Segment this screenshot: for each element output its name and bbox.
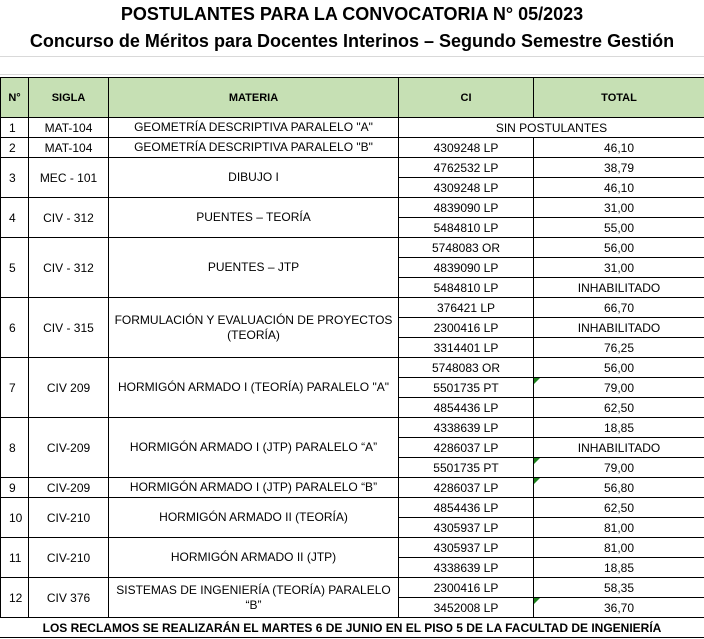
row-materia: PUENTES – TEORÍA: [109, 198, 399, 238]
row-ci: 5748083 OR: [399, 358, 534, 378]
sheet-gridline: [0, 74, 704, 75]
bottom-border: [0, 637, 704, 638]
row-ci: 2300416 LP: [399, 578, 534, 598]
row-ci: 5484810 LP: [399, 218, 534, 238]
row-total: 81,00: [534, 518, 704, 538]
row-no-applicants: SIN POSTULANTES: [399, 118, 704, 138]
sheet-gridline: [0, 56, 704, 57]
row-sigla: MEC - 101: [29, 158, 109, 198]
row-ci: 5748083 OR: [399, 238, 534, 258]
row-sigla: CIV 376: [29, 578, 109, 618]
row-total: 31,00: [534, 198, 704, 218]
row-sigla: CIV-210: [29, 538, 109, 578]
row-sigla: CIV 209: [29, 358, 109, 418]
header-row: [1, 78, 704, 118]
row-ci: 4309248 LP: [399, 138, 534, 158]
row-number: 3: [1, 158, 29, 198]
row-total-value: 79,00: [603, 380, 635, 395]
row-sigla: CIV-210: [29, 498, 109, 538]
row-number: 11: [1, 538, 29, 578]
cell-flag-icon: [534, 458, 540, 464]
row-materia: HORMIGÓN ARMADO II (TEORÍA): [109, 498, 399, 538]
row-total: 66,70: [534, 298, 704, 318]
row-total-value: 36,70: [603, 600, 635, 615]
row-materia: GEOMETRÍA DESCRIPTIVA PARALELO "A": [109, 118, 399, 138]
row-sigla: MAT-104: [29, 118, 109, 138]
header-number: N°: [1, 78, 29, 118]
row-total: [534, 378, 704, 398]
table-body: [1, 118, 704, 618]
row-ci: 4839090 LP: [399, 258, 534, 278]
row-ci: 4839090 LP: [399, 198, 534, 218]
row-ci: 5501735 PT: [399, 378, 534, 398]
header-materia: MATERIA: [109, 78, 399, 118]
row-materia: HORMIGÓN ARMADO I (TEORÍA) PARALELO "A": [109, 358, 399, 418]
table-row: [1, 198, 704, 218]
row-sigla: CIV - 312: [29, 198, 109, 238]
row-total: INHABILITADO: [534, 278, 704, 298]
row-number: 8: [1, 418, 29, 478]
row-ci: 3314401 LP: [399, 338, 534, 358]
row-materia: FORMULACIÓN Y EVALUACIÓN DE PROYECTOS (TEORÍA): [109, 298, 399, 358]
row-sigla: CIV-209: [29, 478, 109, 498]
row-ci: 5484810 LP: [399, 278, 534, 298]
row-materia: HORMIGÓN ARMADO I (JTP) PARALELO “A”: [109, 418, 399, 478]
row-ci: 4286037 LP: [399, 478, 534, 498]
row-total-value: 56,80: [603, 480, 635, 495]
row-materia: DIBUJO I: [109, 158, 399, 198]
row-number: 10: [1, 498, 29, 538]
row-number: 5: [1, 238, 29, 298]
row-number: 1: [1, 118, 29, 138]
header-total: TOTAL: [534, 78, 704, 118]
row-total: 62,50: [534, 498, 704, 518]
row-ci: 4338639 LP: [399, 558, 534, 578]
table-row: [1, 418, 704, 438]
row-number: 7: [1, 358, 29, 418]
row-total: 46,10: [534, 138, 704, 158]
row-total: 18,85: [534, 418, 704, 438]
row-ci: 2300416 LP: [399, 318, 534, 338]
row-ci: 4854436 LP: [399, 498, 534, 518]
row-ci: 4305937 LP: [399, 518, 534, 538]
row-number: 6: [1, 298, 29, 358]
table-row: [1, 498, 704, 518]
row-total: INHABILITADO: [534, 318, 704, 338]
row-ci: 4854436 LP: [399, 398, 534, 418]
row-number: 2: [1, 138, 29, 158]
row-ci: 3452008 LP: [399, 598, 534, 618]
row-number: 4: [1, 198, 29, 238]
row-number: 12: [1, 578, 29, 618]
row-total: [534, 598, 704, 618]
row-ci: 4309248 LP: [399, 178, 534, 198]
row-total: 46,10: [534, 178, 704, 198]
header-ci: CI: [399, 78, 534, 118]
row-total: 81,00: [534, 538, 704, 558]
cell-flag-icon: [534, 598, 540, 604]
table-row: [1, 138, 704, 158]
row-number: 9: [1, 478, 29, 498]
row-ci: 376421 LP: [399, 298, 534, 318]
row-total: 62,50: [534, 398, 704, 418]
row-materia: GEOMETRÍA DESCRIPTIVA PARALELO "B": [109, 138, 399, 158]
cell-flag-icon: [534, 478, 540, 484]
table-row: [1, 358, 704, 378]
row-total: [534, 458, 704, 478]
cell-flag-icon: [534, 378, 540, 384]
row-sigla: CIV - 315: [29, 298, 109, 358]
row-total: 76,25: [534, 338, 704, 358]
row-total: [534, 478, 704, 498]
row-total: 58,35: [534, 578, 704, 598]
page-title: POSTULANTES PARA LA CONVOCATORIA N° 05/2023: [120, 4, 584, 24]
footer-notice: LOS RECLAMOS SE REALIZARÁN EL MARTES 6 DE JUNIO EN EL PISO 5 DE LA FACULTAD DE INGENIERÍA: [42, 621, 662, 635]
row-ci: 5501735 PT: [399, 458, 534, 478]
row-total: 31,00: [534, 258, 704, 278]
table-row: [1, 238, 704, 258]
row-ci: 4286037 LP: [399, 438, 534, 458]
header-sigla: SIGLA: [29, 78, 109, 118]
table-row: [1, 578, 704, 598]
table-row: [1, 298, 704, 318]
applicants-table: [0, 77, 704, 618]
row-total: 56,00: [534, 238, 704, 258]
table-row: [1, 538, 704, 558]
row-total: INHABILITADO: [534, 438, 704, 458]
row-ci: 4338639 LP: [399, 418, 534, 438]
row-ci: 4305937 LP: [399, 538, 534, 558]
row-materia: HORMIGÓN ARMADO I (JTP) PARALELO “B”: [109, 478, 399, 498]
table-row: [1, 118, 704, 138]
row-materia: PUENTES – JTP: [109, 238, 399, 298]
page-subtitle: Concurso de Méritos para Docentes Interinos – Segundo Semestre Gestión: [29, 31, 675, 51]
row-sigla: CIV-209: [29, 418, 109, 478]
row-total: 38,79: [534, 158, 704, 178]
row-total: 55,00: [534, 218, 704, 238]
row-total: 56,00: [534, 358, 704, 378]
row-sigla: CIV - 312: [29, 238, 109, 298]
row-ci: 4762532 LP: [399, 158, 534, 178]
table-row: [1, 478, 704, 498]
row-materia: HORMIGÓN ARMADO II (JTP): [109, 538, 399, 578]
row-sigla: MAT-104: [29, 138, 109, 158]
table-row: [1, 158, 704, 178]
row-materia: SISTEMAS DE INGENIERÍA (TEORÍA) PARALELO “B”: [109, 578, 399, 618]
row-total: 18,85: [534, 558, 704, 578]
row-total-value: 79,00: [603, 460, 635, 475]
